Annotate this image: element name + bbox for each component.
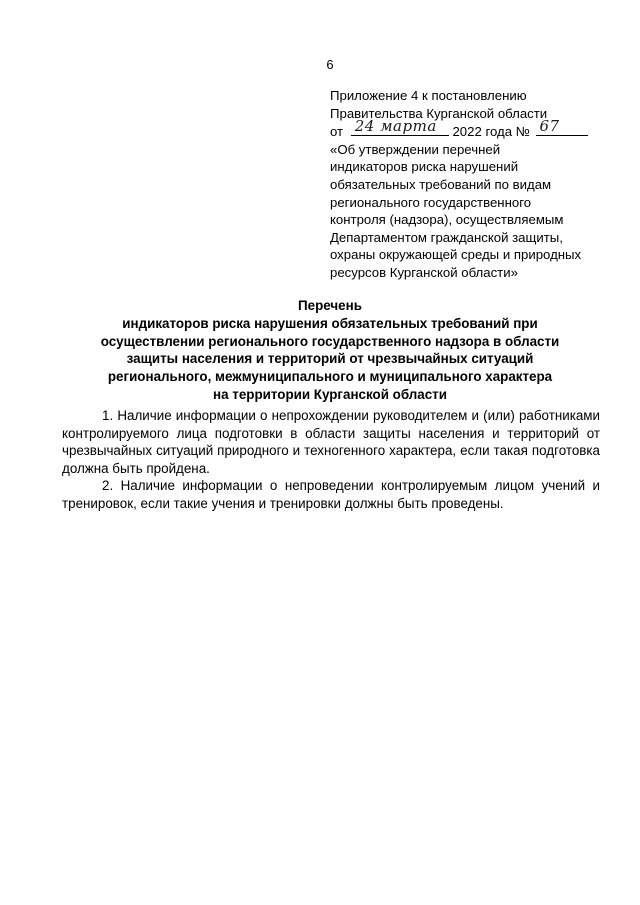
handwritten-date: 24 марта <box>354 116 437 135</box>
date-prefix: от <box>330 124 344 140</box>
appendix-line: индикаторов риска нарушений <box>330 159 519 175</box>
date-blank <box>351 116 449 136</box>
appendix-line: регионального государственного <box>330 194 532 210</box>
number-blank <box>536 116 588 136</box>
document-body <box>62 407 600 513</box>
title-line: на территории Курганской области <box>213 386 447 402</box>
title-line: индикаторов риска нарушения обязательных требований при <box>122 315 538 331</box>
appendix-header <box>330 87 610 282</box>
appendix-line: Приложение 4 к постановлению <box>330 88 527 103</box>
handwritten-number: 67 <box>539 116 560 135</box>
title-line: защиты населения и территорий от чрезвычайных ситуаций <box>126 351 534 367</box>
list-item: 1. Наличие информации о непрохождении руководителем и (или) работниками контролируемого лица подготовки в области защиты населения и территорий от чрезвычайных ситуаций природного и техногенного характера, если такая подготовка должна быть пройдена. <box>62 408 600 476</box>
appendix-date-line <box>330 116 610 141</box>
appendix-line: ресурсов Курганской области» <box>330 264 518 280</box>
title-heading: Перечень <box>298 298 362 313</box>
appendix-line: охраны окружающей среды и природных <box>330 247 582 263</box>
appendix-line: «Об утверждении перечней <box>330 141 501 157</box>
page-number: 6 <box>326 57 334 72</box>
document-title <box>60 297 600 404</box>
year-text: 2022 года № <box>452 124 530 140</box>
title-line: регионального, межмуниципального и муниципального характера <box>107 369 553 385</box>
list-item: 2. Наличие информации о непроведении контролируемым лицом учений и тренировок, если такие учения и тренировки должны быть проведены. <box>62 478 600 511</box>
title-line: осуществлении регионального государственного надзора в области <box>100 333 560 349</box>
appendix-line: обязательных требований по видам <box>330 176 552 192</box>
appendix-line: контроля (надзора), осуществляемым <box>330 212 564 228</box>
appendix-line: Департаментом гражданской защиты, <box>330 229 563 245</box>
appendix-line: Правительства Курганской области <box>330 105 548 121</box>
